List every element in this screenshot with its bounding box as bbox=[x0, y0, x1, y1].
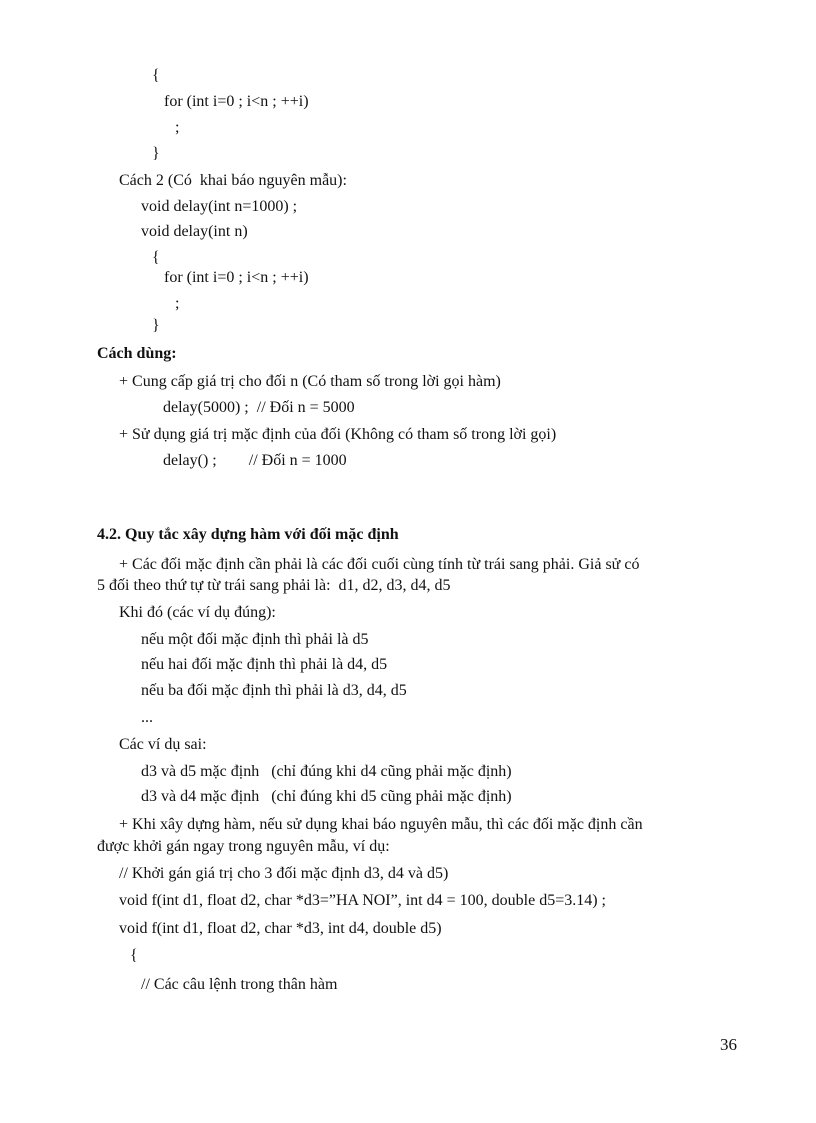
code-comment-init: // Khởi gán giá trị cho 3 đối mặc định d3, d4 và d5) bbox=[119, 865, 449, 882]
wrong-examples-intro: Các ví dụ sai: bbox=[119, 736, 207, 753]
code-semicolon: ; bbox=[175, 119, 180, 136]
section-heading: 4.2. Quy tắc xây dựng hàm với đối mặc định bbox=[97, 526, 399, 543]
page-number: 36 bbox=[720, 1035, 737, 1054]
usage-item-1: + Cung cấp giá trị cho đối n (Có tham số trong lời gọi hàm) bbox=[119, 373, 501, 390]
code-prototype: void delay(int n=1000) ; bbox=[141, 198, 298, 215]
code-for-loop: for (int i=0 ; i<n ; ++i) bbox=[164, 93, 309, 110]
paragraph-1-line-1: + Các đối mặc định cần phải là các đối cuối cùng tính từ trái sang phải. Giả sử có bbox=[119, 556, 640, 573]
code-semicolon: ; bbox=[175, 295, 180, 312]
usage-heading: Cách dùng: bbox=[97, 345, 177, 362]
correct-examples-intro: Khi đó (các ví dụ đúng): bbox=[119, 604, 276, 621]
code-comment-body: // Các câu lệnh trong thân hàm bbox=[141, 976, 338, 993]
paragraph-2-line-1: + Khi xây dựng hàm, nếu sử dụng khai báo nguyên mẫu, thì các đối mặc định cần bbox=[119, 816, 643, 833]
brace-open: { bbox=[152, 67, 160, 84]
code-definition-f: void f(int d1, float d2, char *d3, int d4, double d5) bbox=[119, 920, 442, 937]
code-for-loop: for (int i=0 ; i<n ; ++i) bbox=[164, 269, 309, 286]
paragraph-1-line-2: 5 đối theo thứ tự từ trái sang phải là: d1, d2, d3, d4, d5 bbox=[97, 577, 451, 594]
wrong-example-2: d3 và d4 mặc định (chỉ đúng khi d5 cũng phải mặc định) bbox=[141, 788, 512, 805]
brace-open: { bbox=[152, 249, 160, 266]
correct-example-1: nếu một đối mặc định thì phải là d5 bbox=[141, 631, 369, 648]
brace-close: } bbox=[152, 145, 160, 162]
brace-open: { bbox=[130, 947, 138, 964]
method-2-heading: Cách 2 (Có khai báo nguyên mẫu): bbox=[119, 172, 347, 189]
correct-example-3: nếu ba đối mặc định thì phải là d3, d4, d5 bbox=[141, 682, 407, 699]
brace-close: } bbox=[152, 317, 160, 334]
wrong-example-1: d3 và d5 mặc định (chỉ đúng khi d4 cũng phải mặc định) bbox=[141, 763, 512, 780]
code-definition: void delay(int n) bbox=[141, 223, 248, 240]
usage-item-1-code: delay(5000) ; // Đối n = 5000 bbox=[163, 399, 355, 416]
paragraph-2-line-2: được khởi gán ngay trong nguyên mẫu, ví dụ: bbox=[97, 838, 390, 855]
usage-item-2: + Sử dụng giá trị mặc định của đối (Không có tham số trong lời gọi) bbox=[119, 426, 557, 443]
code-prototype-f: void f(int d1, float d2, char *d3=”HA NOI”, int d4 = 100, double d5=3.14) ; bbox=[119, 892, 606, 909]
correct-example-2: nếu hai đối mặc định thì phải là d4, d5 bbox=[141, 656, 388, 673]
ellipsis: ... bbox=[141, 709, 153, 726]
usage-item-2-code: delay() ; // Đối n = 1000 bbox=[163, 452, 347, 469]
